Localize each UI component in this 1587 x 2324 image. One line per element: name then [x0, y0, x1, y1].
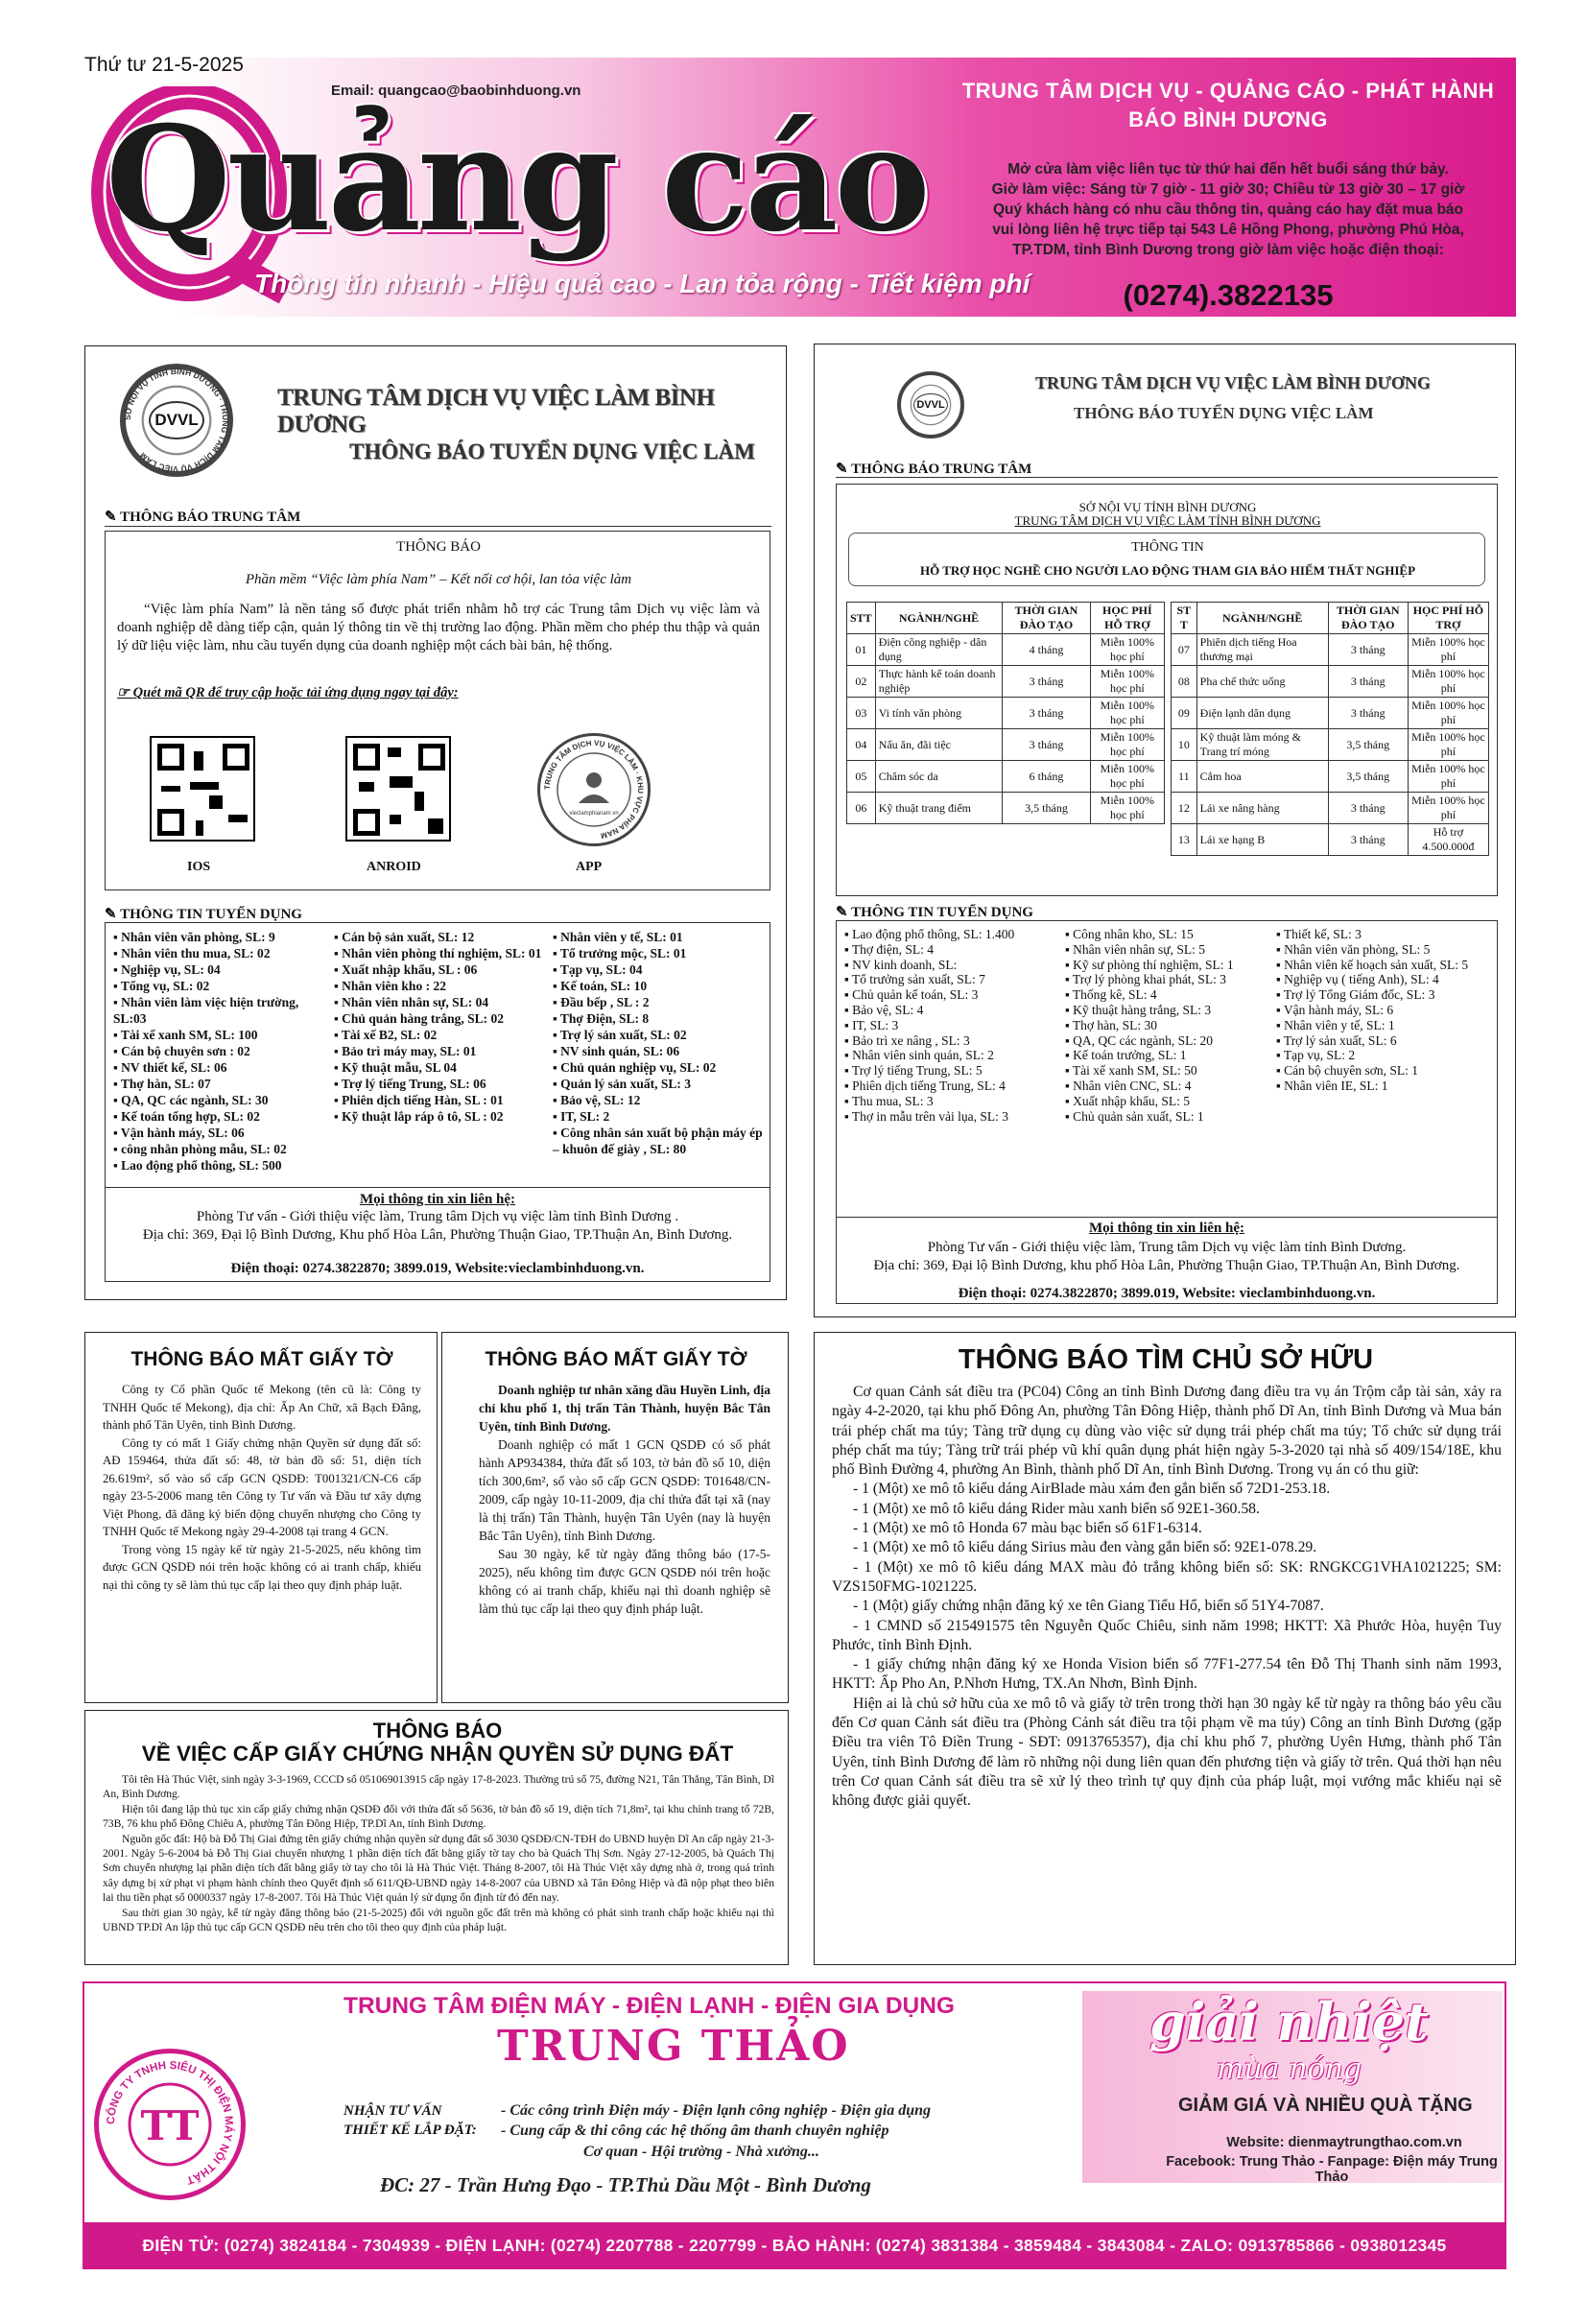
training-table-right	[1171, 602, 1489, 856]
job-list-item: ▪ IT, SL: 2	[553, 1109, 610, 1124]
qr-code-ios[interactable]	[150, 736, 255, 842]
land-cert-notice	[84, 1710, 789, 1965]
job-list-item: ▪ Nhân viên nhân sự, SL: 5	[1065, 941, 1205, 957]
land-cert-title-1: THÔNG BÁO	[372, 1719, 503, 1743]
job-list-item: ▪ Thợ Điện, SL: 8	[553, 1011, 650, 1026]
qr-label-ios: IOS	[187, 860, 211, 874]
right-job-notice	[814, 344, 1516, 1317]
job-list-item: ▪ Thu mua, SL: 3	[844, 1093, 934, 1108]
inner-notice-title: THÔNG BÁO	[396, 539, 481, 555]
seized-item: - 1 (Một) xe mô tô kiểu dáng Sirius màu đen vàng gắn biển số: 92E1-078.29.	[853, 1539, 1317, 1556]
info-subtitle: HỖ TRỢ HỌC NGHỀ CHO NGƯỜI LAO ĐỘNG THAM GIA BẢO HIỂM THẤT NGHIỆP	[919, 563, 1416, 578]
table-cell: Miễn 100% học phí	[1090, 666, 1164, 698]
table-cell: 3 tháng	[1328, 824, 1408, 856]
job-list-item: ▪ Bảo trì xe nâng , SL: 3	[844, 1032, 970, 1048]
left-org-name: TRUNG TÂM DỊCH VỤ VIỆC LÀM BÌNH DƯƠNG	[277, 385, 715, 438]
find-owner-title: THÔNG BÁO TÌM CHỦ SỞ HỮU	[958, 1344, 1374, 1375]
right-jobs-list	[836, 920, 1498, 1304]
job-list-item: ▪ Kỹ sư phòng thí nghiệm, SL: 1	[1065, 957, 1234, 972]
job-list-item: ▪ Thợ điện, SL: 4	[844, 941, 935, 957]
right-contact-2: Địa chỉ: 369, Đại lộ Bình Dương, khu phố Hòa Lân, Phường Thuận Giao, TP.Thuận An, Bình Dương.	[873, 1258, 1460, 1273]
left-jobs-list	[105, 922, 770, 1282]
job-list-item: ▪ Tài xế xanh SM, SL: 50	[1065, 1063, 1197, 1079]
table-cell: 3 tháng	[1328, 634, 1408, 666]
job-list-item: ▪ Kế toán tổng hợp, SL: 02	[113, 1109, 260, 1124]
job-list-item: ▪ Trợ lý sản xuất, SL: 6	[1276, 1032, 1397, 1048]
job-list-item: ▪ Xuất nhập khẩu, SL : 06	[334, 962, 478, 977]
lost-doc-1-body	[103, 1381, 421, 1594]
masthead	[0, 0, 1587, 331]
table-cell: 3 tháng	[1003, 666, 1090, 698]
job-list-item: ▪ Bảo trì máy may, SL: 01	[334, 1044, 477, 1058]
job-list-item: ▪ Vận hành máy, SL: 6	[1276, 1002, 1394, 1017]
job-list-item: ▪ Tổ trưởng sản xuất, SL: 7	[844, 972, 985, 987]
table-cell: 3,5 tháng	[1328, 761, 1408, 793]
info-line-2: Giờ làm việc: Sáng từ 7 giờ - 11 giờ 30; Chiều từ 13 giờ 30 – 17 giờ	[991, 181, 1465, 198]
table-cell: Cắm hoa	[1196, 761, 1328, 793]
table-cell: Điện lạnh dân dụng	[1196, 698, 1328, 729]
table-cell: Điện công nghiệp - dân dụng	[875, 634, 1003, 666]
job-list-item: ▪ Nhân viên CNC, SL: 4	[1065, 1078, 1192, 1093]
divider	[105, 526, 771, 527]
job-list-item: ▪ Trợ lý tiếng Trung, SL: 5	[844, 1063, 983, 1079]
qr-label-app: APP	[576, 860, 603, 874]
job-list-item: ▪ công nhân phòng mẫu, SL: 02	[113, 1142, 287, 1156]
paragraph: Nguồn gốc đất: Hộ bà Đỗ Thị Giai đứng tên giấy chứng nhận quyền sử dụng đất số 3030 QSDĐ/CN-TĐH do UBND huyện Dĩ An cấp ngày 21-3-2001. Ngày 5-6-2004 bà Đỗ Thị Giai chuyển nhượng 1 phần diện tích đất bằng giấy tờ tay cho bà Quách Thị Sơn. Ngày 27-12-2005, bà Quách Thị Sơn chuyển nhượng lại phần diện tích đất bằng giấy tờ tay cho tôi là Hà Thúc Việt. Tháng 8-2007, tôi Hà Thúc Việt xây dựng nhà ở, trong quá trình xây dựng bị xử phạt vi phạm hành chính theo Quyết định số 611/QĐ-UBND ngày 14-8-2007 của UBND xã Tân Đông Hiệp và đã nộp phạt theo biên lai thu tiền phạt số 0000337 ngày 17-8-2007. Tôi Hà Thúc Việt quản lý sử dụng ổn định từ đó đến nay.	[103, 1832, 774, 1905]
promo-title-1: giải nhiệt	[1149, 1991, 1429, 2052]
right-jobs-col3	[1276, 927, 1495, 1094]
table-header-row	[1172, 603, 1489, 634]
pin-icon: ✎	[105, 907, 121, 922]
agency-line-1: SỞ NỘI VỤ TỈNH BÌNH DƯƠNG	[1078, 500, 1257, 514]
job-list-item: ▪ Kế toán, SL: 10	[553, 979, 648, 993]
job-list-item: ▪ QA, QC các ngành, SL: 20	[1065, 1032, 1214, 1048]
job-list-item: ▪ Chủ quản kế toán, SL: 3	[844, 987, 979, 1003]
job-list-item: ▪ Công nhân kho, SL: 15	[1065, 927, 1194, 941]
ad-footer-phones: ĐIỆN TỬ: (0274) 3824184 - 7304939 - ĐIỆN LẠNH: (0274) 2207788 - 2207799 - BẢO HÀNH: (0274) 3831384 - 3859484 - 3843084 - ZALO: 0913785866 - 0938012345	[83, 2222, 1506, 2269]
job-list-item: ▪ Nhân viên kế hoạch sản xuất, SL: 5	[1276, 957, 1469, 972]
service-phone[interactable]: (0274).3822135	[1123, 278, 1334, 312]
table-cell: 4 tháng	[1003, 634, 1090, 666]
paragraph: Hiện tôi đang lập thủ tục xin cấp giấy chứng nhận QSDĐ đối với thửa đất số 5636, tờ bản đồ số 19, diện tích 71,8m², tại khu chỉnh trang tổ 72B, 73B, 76 khu phố Đông Chiêu A, phường Tân Đông Hiệp, TP.Dĩ An, tỉnh Bình Dương.	[103, 1802, 774, 1831]
table-cell: Miễn 100% học phí	[1408, 698, 1488, 729]
table-cell: 3,5 tháng	[1328, 729, 1408, 761]
left-jobs-col1	[113, 929, 329, 1174]
table-header-cell: HỌC PHÍ HỖ TRỢ	[1408, 603, 1488, 634]
job-list-item: ▪ Tạp vụ, SL: 2	[1276, 1048, 1356, 1063]
table-cell: Miễn 100% học phí	[1090, 634, 1164, 666]
left-contact-2: Địa chỉ: 369, Đại lộ Bình Dương, Khu phố Hòa Lân, Phường Thuận Giao, TP.Thuận An, Bình Dương.	[142, 1227, 733, 1243]
tt-logo-graphic	[99, 2053, 241, 2195]
right-section-jobs: ✎ THÔNG TIN TUYỂN DỤNG	[836, 905, 1033, 920]
job-list-item: ▪ Chủ quản hàng trắng, SL: 02	[334, 1011, 504, 1026]
job-list-item: ▪ Nhân viên văn phòng, SL: 5	[1276, 941, 1431, 957]
table-cell: 12	[1172, 793, 1197, 824]
table-cell: Lái xe nâng hàng	[1196, 793, 1328, 824]
promo-title-2: mùa nóng	[1217, 2052, 1362, 2086]
table-cell: Miễn 100% học phí	[1408, 666, 1488, 698]
table-row	[847, 793, 1165, 824]
info-line-1: Mở cửa làm việc liên tục từ thứ hai đến hết buổi sáng thứ bảy.	[1007, 161, 1449, 178]
paragraph: Trong vòng 15 ngày kể từ ngày 21-5-2025, nếu không tìm được GCN QSDĐ nói trên hoặc không có ai tranh chấp, khiếu nại thì công ty sẽ làm thủ tục cấp lại theo quy định pháp luật.	[103, 1542, 421, 1592]
table-row	[847, 634, 1165, 666]
slogan: Thông tin nhanh - Hiệu quả cao - Lan tỏa rộng - Tiết kiệm phí	[254, 269, 1030, 298]
table-cell: 05	[847, 761, 876, 793]
app-badge-graphic	[540, 736, 648, 843]
land-cert-body	[103, 1772, 774, 1934]
table-cell: 3 tháng	[1328, 698, 1408, 729]
table-row	[1172, 698, 1489, 729]
pin-icon: ✎	[836, 905, 852, 920]
ad-label-2: THIẾT KẾ LẮP ĐẶT:	[343, 2122, 477, 2138]
lost-doc-notice-1	[84, 1332, 438, 1703]
table-cell: Miễn 100% học phí	[1408, 634, 1488, 666]
job-list-item: ▪ Chủ quản sản xuất, SL: 1	[1065, 1108, 1204, 1124]
table-cell: Miễn 100% học phí	[1408, 793, 1488, 824]
ad-label-1: NHẬN TƯ VẤN	[343, 2103, 442, 2119]
table-header-cell: NGÀNH/NGHỀ	[875, 603, 1003, 634]
table-cell: Kỹ thuật trang điểm	[875, 793, 1003, 824]
table-cell: Vi tính văn phòng	[875, 698, 1003, 729]
job-list-item: ▪ Nhân viên phòng thí nghiệm, SL: 01	[334, 946, 542, 960]
paragraph: Công ty Cổ phần Quốc tế Mekong (tên cũ là: Công ty TNHH Quốc tế Mekong), địa chỉ: Ấp An Chữ, xã Bạch Đằng, thành phố Tân Uyên, tỉnh Bình Dương.	[103, 1383, 421, 1432]
pin-icon: ✎	[836, 462, 852, 477]
job-list-item: ▪ Tổ trưởng mộc, SL: 01	[553, 946, 687, 960]
table-cell: Lái xe hạng B	[1196, 824, 1328, 856]
job-list-item: ▪ NV sinh quán, SL: 06	[553, 1044, 680, 1058]
lost-doc-1-title: THÔNG BÁO MẤT GIẤY TỜ	[130, 1348, 393, 1370]
table-cell: Miễn 100% học phí	[1090, 729, 1164, 761]
table-cell: Phiên dịch tiếng Hoa thương mại	[1196, 634, 1328, 666]
table-cell: 13	[1172, 824, 1197, 856]
ad-top-line: TRUNG TÂM ĐIỆN MÁY - ĐIỆN LẠNH - ĐIỆN GIA DỤNG	[343, 1993, 955, 2019]
left-job-notice	[84, 345, 787, 1300]
seized-item: - 1 (Một) xe mô tô kiểu dáng Rider màu xanh biển số 92E1-360.58.	[853, 1500, 1260, 1517]
lost-doc-notice-2	[441, 1332, 789, 1703]
paragraph: Doanh nghiệp có mất 1 GCN QSDĐ có số phát hành AP934384, thửa đất số 103, tờ bản đồ số 10, diện tích 300,6m², số vào sổ cấp GCN QSDĐ: T01648/CN-2009, cấp ngày 10-11-2009, địa chỉ thửa đất tại xã (nay là thị trấn) Tân Thành, huyện Tân Uyên (nay là huyện Bắc Tân Uyên), tỉnh Bình Dương.	[479, 1437, 770, 1543]
table-cell: 02	[847, 666, 876, 698]
job-list-item: ▪ Đầu bếp , SL : 2	[553, 995, 650, 1009]
seized-item: - 1 giấy chứng nhận đăng ký xe Honda Vision biển số 77F1-277.54 tên Đỗ Thị Thanh sinh năm 1993, HKTT: Ấp Pho An, P.Nhơn Hưng, TX.An Nhơn, Bình Định.	[832, 1656, 1502, 1693]
job-list-item: ▪ Kỹ thuật mẫu, SL 04	[334, 1060, 457, 1075]
paragraph: Doanh nghiệp tư nhân xăng dầu Huyền Linh, địa chỉ khu phố 1, thị trấn Tân Thành, huyện Bắc Tân Uyên, tỉnh Bình Dương.	[479, 1383, 770, 1434]
dvvl-logo-right	[897, 371, 964, 439]
find-owner-body	[832, 1383, 1502, 1812]
job-list-item: ▪ Nhân viên y tế, SL: 1	[1276, 1017, 1395, 1032]
job-list-item: ▪ Thợ hàn, SL: 07	[113, 1077, 211, 1091]
table-header-cell: THỜI GIAN ĐÀO TẠO	[1003, 603, 1090, 634]
land-cert-title-2: VỀ VIỆC CẤP GIẤY CHỨNG NHẬN QUYỀN SỬ DỤNG ĐẤT	[141, 1742, 734, 1766]
job-list-item: ▪ Thợ in mẫu trên vải lụa, SL: 3	[844, 1108, 1009, 1124]
table-header-cell: NGÀNH/NGHỀ	[1196, 603, 1328, 634]
inner-notice-subtitle: Phần mềm “Việc làm phía Nam” – Kết nối cơ hội, lan tỏa việc làm	[245, 572, 632, 587]
left-contact-3[interactable]: Điện thoại: 0274.3822870; 3899.019, Website:vieclambinhduong.vn.	[230, 1261, 645, 1276]
qr-label-android: ANROID	[367, 860, 421, 874]
job-list-item: ▪ Tạp vụ, SL: 04	[553, 962, 643, 977]
agency-line-2: TRUNG TÂM DỊCH VỤ VIỆC LÀM TỈNH BÌNH DƯƠNG	[1014, 513, 1321, 528]
ad-website[interactable]: Website: dienmaytrungthao.com.vn	[1226, 2135, 1462, 2150]
job-list-item: ▪ Công nhân sản xuất bộ phận máy ép – khuôn đế giày , SL: 80	[553, 1126, 763, 1156]
right-contact-3[interactable]: Điện thoại: 0274.3822870; 3899.019, Website: vieclambinhduong.vn.	[958, 1286, 1376, 1301]
right-notice-title: THÔNG BÁO TUYỂN DỤNG VIỆC LÀM	[1074, 404, 1374, 422]
table-cell: Miễn 100% học phí	[1090, 793, 1164, 824]
table-cell: Miễn 100% học phí	[1408, 761, 1488, 793]
table-header-cell: HỌC PHÍ HỖ TRỢ	[1090, 603, 1164, 634]
job-list-item: ▪ Nghiệp vụ ( tiếng Anh), SL: 4	[1276, 972, 1439, 987]
paragraph: Hiện ai là chủ sở hữu của xe mô tô và giấy tờ trên trong thời hạn 30 ngày kể từ ngày ra thông báo yêu cầu đến Cơ quan Cảnh sát điều tra (Phòng Cảnh sát điều tra tội phạm về ma túy) Công an tỉnh Bình Dương (gặp Điều tra viên Tô Điền Trung - SĐT: 0913765357), địa chỉ khu phố 7, phường Uyên Hưng, thành phố Tân Uyên, tỉnh Bình Dương để làm rõ những nội dung liên quan đến phương tiện và giấy tờ trên. Quá thời hạn nêu trên Cơ quan Cảnh sát điều tra sẽ xử lý theo trình tự quy định của pháp luật, mọi vướng mắc khiếu nại sẽ không được giải quyết.	[832, 1695, 1502, 1810]
table-cell: 03	[847, 698, 876, 729]
job-list-item: ▪ Kỹ thuật hàng trắng, SL: 3	[1065, 1002, 1212, 1017]
divider	[106, 1187, 770, 1188]
dvvl-logo-text: DVVL	[149, 401, 203, 439]
table-row	[847, 666, 1165, 698]
left-notice-title: THÔNG BÁO TUYỂN DỤNG VIỆC LÀM	[349, 439, 755, 463]
divider	[837, 1217, 1497, 1218]
table-header-cell: THỜI GIAN ĐÀO TẠO	[1328, 603, 1408, 634]
table-row	[1172, 634, 1489, 666]
seized-item: - 1 (Một) giấy chứng nhận đăng ký xe tên Giang Tiểu Hổ, biển số 51Y4-7087.	[853, 1598, 1324, 1615]
job-list-item: ▪ QA, QC các ngành, SL: 30	[113, 1093, 269, 1107]
job-list-item: ▪ Trợ lý phòng khai phát, SL: 3	[1065, 972, 1226, 987]
table-cell: Miễn 100% học phí	[1090, 698, 1164, 729]
table-row	[1172, 666, 1489, 698]
job-list-item: ▪ Bảo vệ, SL: 12	[553, 1093, 641, 1107]
ad-brand: TRUNG THẢO	[497, 2022, 850, 2071]
job-list-item: ▪ Thiết kế, SL: 3	[1276, 927, 1362, 941]
table-row	[1172, 729, 1489, 761]
ad-line-2: - Cung cấp & thi công các hệ thống âm thanh chuyên nghiệp	[501, 2122, 889, 2139]
left-section-jobs: ✎ THÔNG TIN TUYỂN DỤNG	[105, 907, 302, 922]
table-cell: 3 tháng	[1328, 793, 1408, 824]
right-contact-head: Mọi thông tin xin liên hệ:	[1088, 1221, 1245, 1236]
tt-logo	[94, 2049, 246, 2200]
table-cell: Pha chế thức uống	[1196, 666, 1328, 698]
job-list-item: ▪ Nhân viên nhân sự, SL: 04	[334, 995, 489, 1009]
right-training-box	[836, 484, 1498, 896]
job-list-item: ▪ Nhân viên y tế, SL: 01	[553, 930, 683, 944]
dvvl-logo	[120, 364, 233, 477]
left-section-center: ✎ THÔNG BÁO TRUNG TÂM	[105, 510, 301, 525]
info-line-4: vui lòng liên hệ trực tiếp tại 543 Lê Hồng Phong, phường Phú Hòa,	[992, 222, 1464, 238]
table-cell: 08	[1172, 666, 1197, 698]
lost-doc-2-body	[479, 1381, 770, 1618]
paragraph: Sau 30 ngày, kể từ ngày đăng thông báo (17-5-2025), nếu không tìm được GCN QSDĐ nói trên hoặc không có ai tranh chấp, khiếu nại thì doanh nghiệp sẽ làm thủ tục cấp lại theo quy định pháp luật.	[479, 1547, 770, 1616]
table-cell: 04	[847, 729, 876, 761]
seized-item: - 1 (Một) xe mô tô kiểu dáng MAX màu đỏ trắng không biển số: SK: RNGKCG1VHA1021225; SM: VZS150FMG-1021225.	[832, 1558, 1502, 1595]
job-list-item: ▪ Nghiệp vụ, SL: 04	[113, 962, 221, 977]
left-jobs-col3	[553, 929, 766, 1157]
table-cell: Kỹ thuật làm móng & Trang trí móng	[1196, 729, 1328, 761]
job-list-item: ▪ Nhân viên thu mua, SL: 02	[113, 946, 271, 960]
divider	[836, 477, 1498, 478]
job-list-item: ▪ Tổng vụ, SL: 02	[113, 979, 210, 993]
app-badge[interactable]	[537, 733, 651, 846]
table-header-cell: STT	[847, 603, 876, 634]
service-center-title-1: TRUNG TÂM DỊCH VỤ - QUẢNG CÁO - PHÁT HÀNH	[961, 79, 1495, 103]
table-row	[1172, 793, 1489, 824]
table-row	[847, 698, 1165, 729]
svg-text:TT: TT	[140, 2102, 200, 2149]
table-cell: 10	[1172, 729, 1197, 761]
table-cell: Miễn 100% học phí	[1408, 729, 1488, 761]
job-list-item: ▪ Tài xế xanh SM, SL: 100	[113, 1028, 258, 1042]
qr-hint: ☞ Quét mã QR để truy cập hoặc tải ứng dụng ngay tại đây:	[117, 685, 459, 700]
job-list-item: ▪ Tài xế B2, SL: 02	[334, 1028, 438, 1042]
hand-icon: ☞	[117, 685, 133, 700]
job-list-item: ▪ Nhân viên IE, SL: 1	[1276, 1078, 1388, 1093]
table-cell: 3 tháng	[1003, 729, 1090, 761]
svg-text:vieclamphianam.vn: vieclamphianam.vn	[569, 811, 619, 817]
info-line-3: Quý khách hàng có nhu cầu thông tin, quảng cáo hay đặt mua báo	[992, 202, 1463, 218]
info-title: THÔNG TIN	[1131, 540, 1204, 555]
paragraph: Sau thời gian 30 ngày, kể từ ngày đăng thông báo (21-5-2025) đối với nguồn gốc đất trên mà không có phát sinh tranh chấp hoặc khiếu nại thì UBND TP.Dĩ An lập thủ tục cấp GCN QSDĐ nêu trên cho tôi theo quy định của pháp luật.	[103, 1906, 774, 1934]
lost-doc-2-title: THÔNG BÁO MẤT GIẤY TỜ	[485, 1348, 747, 1370]
table-cell: Chăm sóc da	[875, 761, 1003, 793]
right-section-center: ✎ THÔNG BÁO TRUNG TÂM	[836, 462, 1032, 477]
svg-text:TRUNG TÂM DỊCH VỤ VIỆC LÀM · K: TRUNG TÂM DỊCH VỤ VIỆC LÀM · KHU VỰC PHÍA NAM	[542, 738, 646, 841]
find-owner-notice	[814, 1332, 1516, 1965]
job-list-item: ▪ Nhân viên sinh quán, SL: 2	[844, 1048, 994, 1063]
job-list-item: ▪ Kế toán trưởng, SL: 1	[1065, 1048, 1187, 1063]
table-cell: Miễn 100% học phí	[1090, 761, 1164, 793]
job-list-item: ▪ Trợ lý Tổng Giám đốc, SL: 3	[1276, 987, 1435, 1003]
email-label[interactable]: Email: quangcao@baobinhduong.vn	[331, 83, 581, 99]
ad-facebook[interactable]: Facebook: Trung Thảo - Fanpage: Điện máy Trung Thảo	[1166, 2154, 1498, 2185]
ad-line-3: Cơ quan - Hội trường - Nhà xưởng...	[583, 2144, 819, 2160]
pin-icon: ✎	[105, 510, 121, 525]
table-cell: 3,5 tháng	[1003, 793, 1090, 824]
table-row	[1172, 761, 1489, 793]
table-row	[847, 761, 1165, 793]
job-list-item: ▪ Cán bộ chuyên sơn, SL: 1	[1276, 1063, 1419, 1079]
ad-address: ĐC: 27 - Trần Hưng Đạo - TP.Thủ Dầu Một - Bình Dương	[380, 2173, 871, 2196]
svg-text:SỞ NỘI VỤ TỈNH BÌNH DƯƠNG · TR: SỞ NỘI VỤ TỈNH BÌNH DƯƠNG · TRUNG TÂM DỊCH VỤ VIỆC LÀM	[122, 366, 231, 475]
table-cell: 07	[1172, 634, 1197, 666]
table-cell: 01	[847, 634, 876, 666]
dvvl-logo-text: DVVL	[913, 393, 947, 416]
table-cell: Hỗ trợ 4.500.000đ	[1408, 824, 1488, 856]
service-center-info	[950, 77, 1506, 326]
paragraph: Cơ quan Cảnh sát điều tra (PC04) Công an tỉnh Bình Dương đang điều tra vụ án Trộm cắp tài sản, xảy ra ngày 4-2-2020, tại khu phố Đông An, phường Tân Đông Hiệp, thành phố Dĩ An, tỉnh Bình Dương và Mua bán trái phép chất ma túy; Tàng trữ dụng cụ dùng vào việc sử dụng trái phép chất ma túy; Tổ chức sử dụng trái phép chất ma túy; Tàng trữ trái phép vũ khí quân dụng phát hiện ngày 5-3-2020 tại nhà số 409/154/18E, khu phố Bình Đường 4, phường An Bình, thành phố Dĩ An, tỉnh Bình Dương. Trong vụ án có thu giữ:	[832, 1384, 1502, 1479]
job-list-item: ▪ Nhân viên làm việc hiện trường, SL:03	[113, 995, 299, 1026]
right-contact-1: Phòng Tư vấn - Giới thiệu việc làm, Trung tâm Dịch vụ việc làm tỉnh Bình Dương.	[927, 1240, 1407, 1255]
paragraph: Tôi tên Hà Thúc Việt, sinh ngày 3-3-1969, CCCD số 051069013915 cấp ngày 17-8-2023. Thường trú số 75, đường N21, Tân Thắng, Tân Bình, Dĩ An, Bình Dương.	[103, 1773, 774, 1801]
job-list-item: ▪ Lao động phổ thông, SL: 500	[113, 1158, 282, 1173]
job-list-item: ▪ Kỹ thuật lắp ráp ô tô, SL : 02	[334, 1109, 504, 1124]
paragraph: Công ty có mất 1 Giấy chứng nhận Quyền sử dụng đất số: AĐ 159464, thửa đất số: 48, tờ bản đồ số: 51, diện tích 26.619m², số vào sổ cấp GCN QSDĐ: T001321/CN-C6 cấp ngày 23-5-2006 mang tên Công ty Tư vấn và Đầu tư xây dựng Việt Phong, đã đăng ký biến động chuyển nhượng cho Công ty TNHH Quốc tế Mekong ngày 29-4-2008 tại trang 4 GCN.	[103, 1435, 421, 1538]
seized-item: - 1 (Một) xe mô tô kiểu dáng AirBlade màu xám đen gắn biển số 72D1-253.18.	[853, 1481, 1331, 1498]
right-jobs-col2	[1065, 927, 1271, 1124]
seized-item: - 1 (Một) xe mô tô Honda 67 màu bạc biển số 61F1-6314.	[853, 1520, 1202, 1537]
table-cell: Nấu ăn, đãi tiệc	[875, 729, 1003, 761]
seized-item: - 1 CMND số 215491575 tên Nguyễn Quốc Chiêu, sinh năm 1998; HKTT: Xã Phước Hòa, huyện Tuy Phước, tỉnh Bình Định.	[832, 1617, 1502, 1653]
qr-code-android[interactable]	[345, 736, 451, 842]
job-list-item: ▪ Trợ lý tiếng Trung, SL: 06	[334, 1077, 486, 1091]
job-list-item: ▪ Thợ hàn, SL: 30	[1065, 1017, 1158, 1032]
job-list-item: ▪ Nhân viên kho : 22	[334, 979, 446, 993]
job-list-item: ▪ NV kinh doanh, SL:	[844, 957, 958, 972]
table-cell: 3 tháng	[1003, 698, 1090, 729]
job-list-item: ▪ Xuất nhập khẩu, SL: 5	[1065, 1093, 1191, 1108]
training-table-left	[846, 602, 1165, 824]
job-list-item: ▪ Bảo vệ, SL: 4	[844, 1002, 924, 1017]
svg-text:CÔNG TY TNHH SIÊU THỊ ĐIỆN MÁY: CÔNG TY TNHH SIÊU THỊ ĐIỆN MÁY NỘI THẤT	[105, 2059, 235, 2187]
table-cell: 06	[847, 793, 876, 824]
seized-items-list	[832, 1480, 1502, 1694]
job-list-item: ▪ NV thiết kế, SL: 06	[113, 1060, 227, 1075]
right-jobs-col1	[844, 927, 1060, 1124]
job-list-item: ▪ Chủ quản nghiệp vụ, SL: 02	[553, 1060, 717, 1075]
job-list-item: ▪ Lao động phổ thông, SL: 1.400	[844, 927, 1015, 941]
job-list-item: ▪ Vận hành máy, SL: 06	[113, 1126, 245, 1140]
issue-date: Thứ tư 21-5-2025	[84, 54, 244, 76]
logo-wordmark: Quảng cáo	[106, 95, 927, 264]
left-contact-1: Phòng Tư vấn - Giới thiệu việc làm, Trung tâm Dịch vụ việc làm tỉnh Bình Dương .	[196, 1209, 679, 1224]
table-cell: 6 tháng	[1003, 761, 1090, 793]
job-list-item: ▪ IT, SL: 3	[844, 1017, 899, 1032]
table-cell: Thực hành kế toán doanh nghiệp	[875, 666, 1003, 698]
job-list-item: ▪ Quản lý sản xuất, SL: 3	[553, 1077, 691, 1091]
left-inner-notice	[105, 531, 770, 890]
job-list-item: ▪ Nhân viên văn phòng, SL: 9	[113, 930, 275, 944]
promo-subtitle: GIẢM GIÁ VÀ NHIỀU QUÀ TẶNG	[1178, 2095, 1473, 2116]
job-list-item: ▪ Trợ lý sản xuất, SL: 02	[553, 1028, 687, 1042]
info-line-5: TP.TDM, tỉnh Bình Dương trong giờ làm việc hoặc điện thoại:	[1012, 242, 1444, 258]
table-header-cell: ST T	[1172, 603, 1197, 634]
right-org-name: TRUNG TÂM DỊCH VỤ VIỆC LÀM BÌNH DƯƠNG	[1035, 373, 1431, 392]
job-list-item: ▪ Cán bộ sản xuất, SL: 12	[334, 930, 475, 944]
table-cell: 3 tháng	[1328, 666, 1408, 698]
left-contact-head: Mọi thông tin xin liên hệ:	[359, 1192, 516, 1207]
inner-notice-body: “Việc làm phía Nam” là nền tảng số được phát triển nhằm hỗ trợ các Trung tâm Dịch vụ việc làm và doanh nghiệp dễ dàng tiếp cận, quản lý thông tin về thị trường lao động. Phần mềm cho phép thu thập và quản lý dữ liệu việc làm, nhu cầu tuyển dụng của doanh nghiệp một cách bài bản, hệ thống.	[117, 602, 760, 653]
table-header-row	[847, 603, 1165, 634]
service-hours	[950, 159, 1506, 260]
job-list-item: ▪ Cán bộ chuyên sơn : 02	[113, 1044, 250, 1058]
table-row	[1172, 824, 1489, 856]
job-list-item: ▪ Phiên dịch tiếng Trung, SL: 4	[844, 1078, 1006, 1093]
table-cell: 09	[1172, 698, 1197, 729]
table-cell: 11	[1172, 761, 1197, 793]
job-list-item: ▪ Phiên dịch tiếng Hàn, SL : 01	[334, 1093, 504, 1107]
job-list-item: ▪ Thống kê, SL: 4	[1065, 987, 1157, 1003]
service-center-title-2: BÁO BÌNH DƯƠNG	[1128, 107, 1328, 131]
left-jobs-col2	[334, 929, 547, 1125]
table-row	[847, 729, 1165, 761]
ad-line-1: - Các công trình Điện máy - Điện lạnh công nghiệp - Điện gia dụng	[501, 2102, 932, 2119]
